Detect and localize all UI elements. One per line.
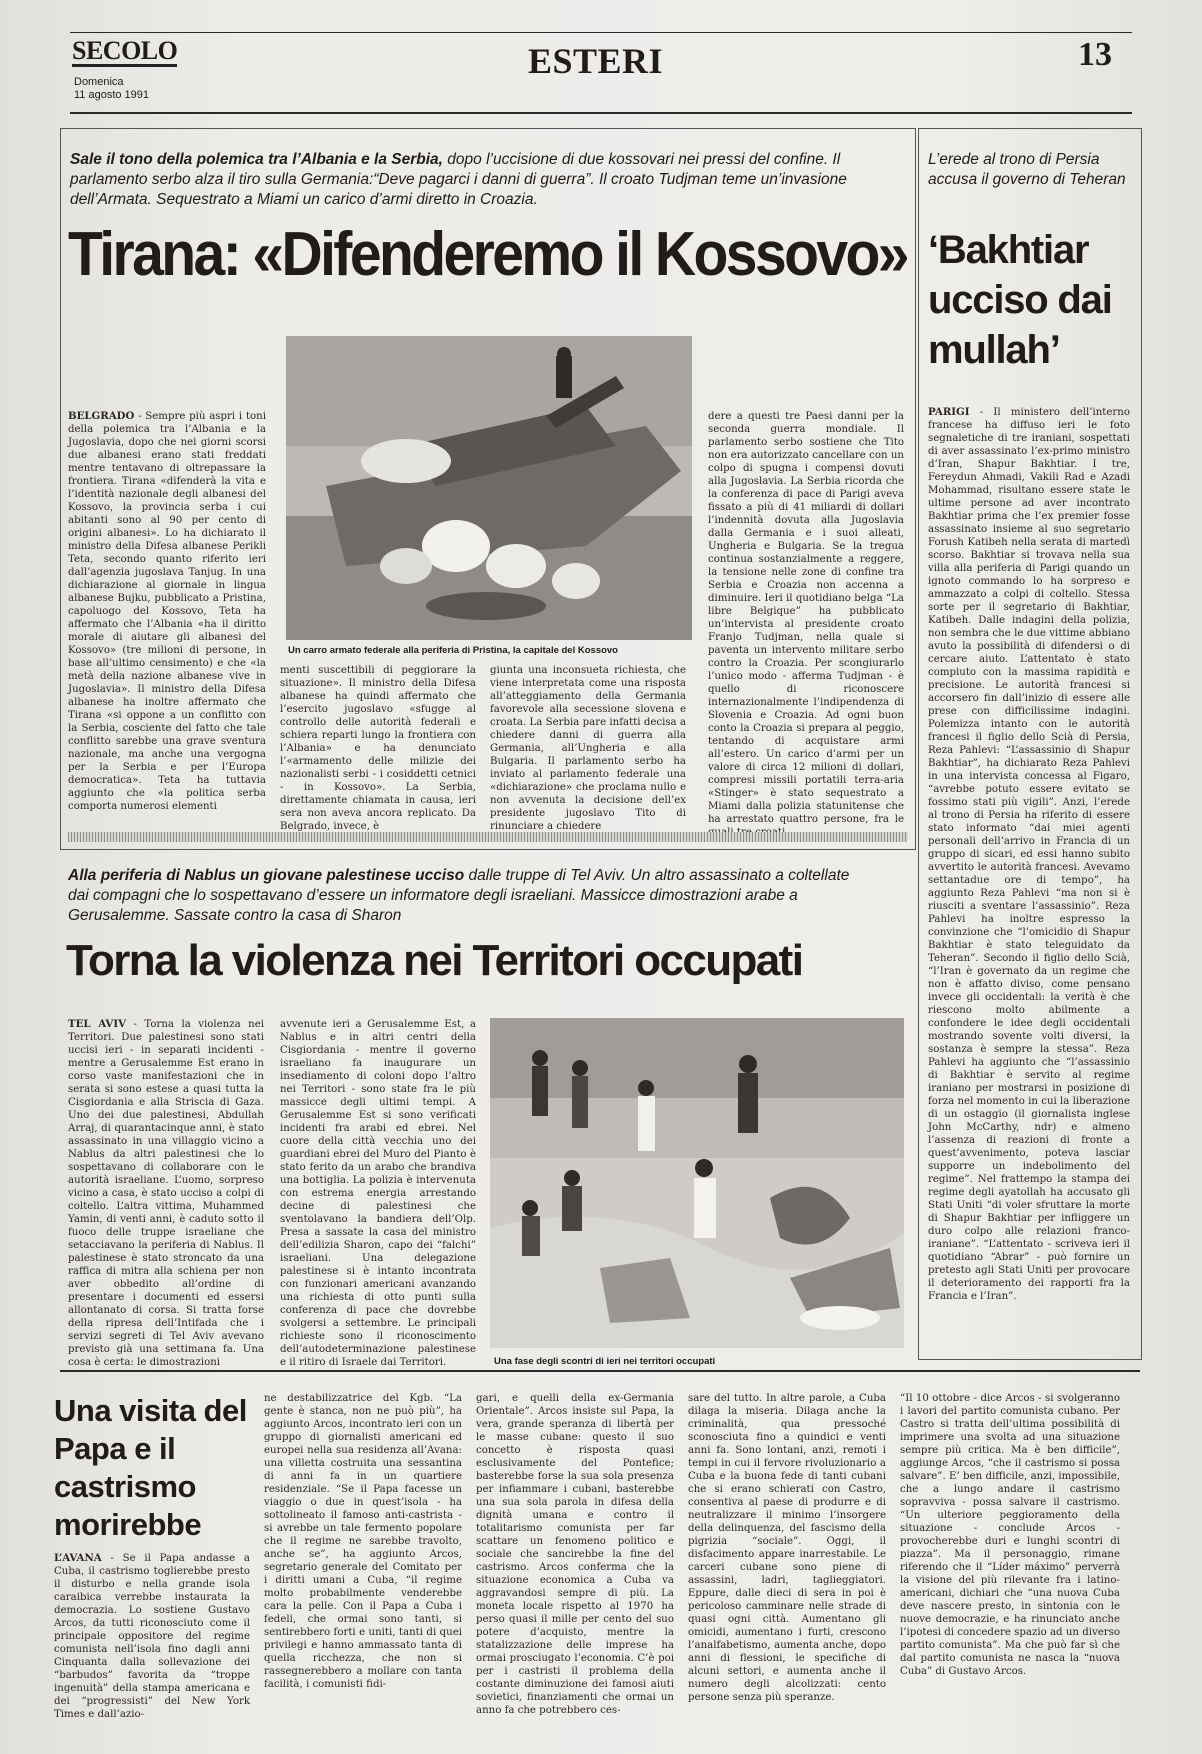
cuba-column-3: gari, e quelli della ex-Germania Orientale”. Arcos insiste sul Papa, la vera, grande speranza di libertà per le masse cubane: questo il suo concetto è risposta quasi esclusivamente del Pontefice; basterebbe forse la sua sola presenza per infiammare i cubani, basterebbe una sua sola parola in difesa della dignità umana e contro il totalitarismo comunista per far scattare un fenomeno politico e sociale che sancirebbe la fine del castrismo. Arcos conferma che la situazione economica a Cuba va aggravandosi sempre di più. La moneta locale rispetto al 1970 ha perso quasi il mille per cento del suo potere d’acquisto, mentre la statalizzazione delle imprese ha ormai prosciugato l’economia. C’è poi per i castristi il problema della costante diminuzione dei famosi aiuti sovietici, finanziamenti che ormai un anno fa che potrebbero ces- bbox=[476, 1393, 674, 1716]
issue-date-text: 11 agosto 1991 bbox=[74, 89, 150, 101]
tank-photo-image bbox=[286, 336, 692, 640]
tank-photo-caption: Un carro armato federale alla periferia di Pristina, la capitale del Kossovo bbox=[288, 645, 618, 656]
nablus-kicker: Alla periferia di Nablus un giovane palestinese ucciso dalle truppe di Tel Aviv. Un altro assassinato a coltellate dai compagni che lo sospettavano d’essere un informatore degli israeliani. Massicce dimostrazioni arabe a Gerusalemme. Sassate contro la casa di Sharon bbox=[68, 867, 850, 924]
cuba-column-1: L’AVANA - Se il Papa andasse a Cuba, il castrismo toglierebbe presto il disturbo e nella grande isola caraibica verrebbe instaurata la democrazia. Lo sostiene Gustavo Arcos, da tutti riconosciuto come il principale oppositore del regime comunista nell’isola fino dagli anni Cinquanta dalla sollevazione dei “barbudos” favorita da “troppe ingenuità” della stampa americana e dei “progressisti” del New York Times e dall’azio- bbox=[54, 1552, 250, 1720]
bottom-section-rule bbox=[60, 1370, 1140, 1372]
albania-kicker: Sale il tono della polemica tra l’Albania e la Serbia, dopo l’uccisione di due kossovari nei pressi del confine. Il parlamento serbo alza il tiro sulla Germania:“Deve pagarci i danni di guerra”. Il croato Tudjman teme un’invasione dell’Armata. Sequestrato a Miami un carico d’armi diretto in Croazia. bbox=[70, 151, 847, 208]
albania-column-4: dere a questi tre Paesi danni per la seconda guerra mondiale. Il parlamento serbo sostiene che Tito non era autorizzato cancellare con un colpo di spugna i compensi dovuti alla Jugoslavia. La Serbia ricorda che la conferenza di pace di Parigi aveva fissato a più di 41 miliardi di dollari l’indennità dovuta alla Jugoslavia dalla Germania e i suoi alleati, Ungheria e Bulgaria. Se la tregua continua sostanzialmente a reggere, la tensione nelle zone di confine tra Serbia e Croazia non accenna a diminuire. Ieri il quotidiano belga “La libre Belgique” ha pubblicato un’intervista al presidente croato Franjo Tudjman, nella quale si paventa un intervento militare serbo contro la Croazia. Per scongiurarlo l’unico modo - afferma Tudjman - è quello di riconoscere internazionalmente l’indipendenza di Slovenia e Croazia. Ad ogni buon conto la Croazia si prepara al peggio, tentando di acquistare armi all’estero. Un carico d’armi per un valore di circa 12 milioni di dollari, compresi missili portatili terra-aria «Stinger» è stato sequestrato a Miami dalla polizia statunitense che ha arrestato quattro persone, fra le bbox=[708, 411, 904, 825]
issue-day: Domenica bbox=[74, 76, 124, 88]
albania-column-3: giunta una inconsueta richiesta, che viene interpretata come una risposta all’atteggiamento della Germania favorevole alla secessione slovena e croata. La Serbia pare infatti decisa a chiedere danni di guerra alla Germania, all’Ungheria e alla Bulgaria. Il parlamento serbo ha inviato al parlamento federale una «dichiarazione» che proclama nullo e non avvenuta la decisione dell’ex presidente jugoslavo Tito di rinunciare a chiedere bbox=[490, 665, 686, 832]
clashes-photo-caption: Una fase degli scontri di ieri nei territori occupati bbox=[494, 1356, 716, 1367]
page-number: 13 bbox=[1078, 36, 1112, 73]
albania-headline: Tirana: «Difenderemo il Kossovo» bbox=[68, 220, 907, 289]
top-rule bbox=[70, 32, 1132, 33]
cuba-headline: Una visita del Papa e il castrismo morirebbe bbox=[54, 1393, 247, 1542]
cuba-column-2: ne destabilizzatrice del Kgb. “La gente è stanca, non ne può più”, ha aggiunto Arcos, incontrato ieri con un gruppo di giornalisti americani ed europei nella sua residenza all’Avana: una villetta costruita una sessantina di anni fa in un quartiere residenziale. “Se il Papa facesse un viaggio o due in quest’isola - ha sottolineato il famoso anti-castrista - si avrebbe un tale fermento popolare che il regime ne sarebbe travolto, anche se”, ha aggiunto Arcos, segretario generale del Comitato per i diritti umani a Cuba, “il regime molto probabilmente venderebbe cara la pelle. Con il Papa a Cuba i fedeli, che ormai sono tanti, si sentirebbero forti e uniti, tanti di quei privilegi e hanno ammassato tanta di quella ricchezza, che non si rassegnerebbero a mollare con tanta facilità, i comunisti fidi- bbox=[264, 1393, 462, 1690]
nablus-headline: Torna la violenza nei Territori occupati bbox=[66, 936, 803, 985]
newspaper-logo: SECOLO bbox=[72, 36, 178, 65]
bakhtiar-headline: ‘Bakhtiar ucciso dai mullah’ bbox=[928, 228, 1112, 372]
nablus-column-1: TEL AVIV - Torna la violenza nei Territori. Due palestinesi sono stati uccisi ieri - in separati incidenti - mentre a Gerusalemme Est erano in corso vaste manifestazioni che in serata si sono estese a quasi tutta la Cisgiordania e alla Striscia di Gaza. Uno dei due palestinesi, Abdullah Arraj, di quarantacinque anni, è stato assassinato in una villaggio vicino a Nablus da altri palestinesi che lo sospettavano di collaborare con le autorità israeliane. L’uomo, sorpreso vicino a casa, è stato ucciso a colpi di coltello. L’altra vittima, Muhammed Yamin, di venti anni, è caduto sotto il fuoco delle truppe israeliane che setacciavano la periferia di Nablus. Il palestinese è stato stroncato da una raffica di mitra alla schiena per non aver obbedito all’ordine di presentare i documenti ed essersi allontanato di corsa. Si tratta forse della ripresa dell’Intifada che i servizi segreti di Tel Aviv avevano previsto già una settimana fa. Una cosa è certa: le dimostrazioni bbox=[68, 1018, 264, 1368]
cuba-column-4: sare del tutto. In altre parole, a Cuba dilaga la miseria. Dilaga anche la criminalità, qua pressoché sconosciuta fino a quindici e venti anni fa. Sono lontani, anzi, remoti i tempi in cui il fervore rivoluzionario a Cuba e la buona fede di tanti cubani che si erano schierati con Castro, consentiva al paese di produrre e di neutralizzare il minimo l’insorgere della delinquenza, del fascismo della pigrizia “sociale”. Oggi, il disfacimento appare inarrestabile. Le carceri cubane sono piene di assassini, ladri, taglieggiatori. Eppure, dalle dieci di sera in poi è pericoloso camminare nelle strade di quasi ogni città. Aumentano gli omicidi, aumentano i furti, crescono l’analfabetismo, aumenta anche, dopo anni di flessioni, le specifiche di alcuni settori, e aumenta anche il numero degli alcolizzati: cento persone senza più speranze. bbox=[688, 1393, 886, 1703]
section-title: ESTERI bbox=[528, 41, 664, 81]
clashes-photo-image bbox=[490, 1018, 904, 1348]
albania-column-2: menti suscettibili di peggiorare la situazione». Il ministro della Difesa albanese ha quindi affermato che l’esercito jugoslavo «sfugge al controllo delle autorità federali e schiera reparti lungo la frontiera con l’Albania» e ha denunciato l’«armamento delle milizie dei nazionalisti serbi - i cosiddetti cetnici - in Kossovo». La Serbia, direttamente chiamata in causa, ieri sera non aveva ancora replicato. Da Belgrado, invece, è bbox=[280, 665, 476, 832]
nablus-column-2: avvenute ieri a Gerusalemme Est, a Nablus e in altri centri della Cisgiordania - mentre il governo israeliano fa inaugurare un insediamento di coloni dopo l’altro nei Territori - sono state fra le più massicce degli ultimi tempi. A Gerusalemme Est si sono verificati incidenti fra arabi ed ebrei. Nel cuore della città vecchia uno dei guardiani ebrei del Muro del Pianto è stato ferito da un arabo che brandiva una bottiglia. La polizia è intervenuta con estrema energia arrestando decine di palestinesi che sventolavano la bandiera dell’Olp. Presa a sassate la casa del ministro dell’edilizia Sharon, capo dei “falchi” israeliani. Una delegazione palestinese si è intanto incontrata con funzionari americani avanzando una richiesta di otto punti sulla conferenza di pace che dovrebbe svolgersi a settembre. Le principali richieste sono il riconoscimento dell’autodeterminazione palestinese e il ritiro di Israele dai Territori. bbox=[280, 1019, 476, 1368]
cuba-column-5: “Il 10 ottobre - dice Arcos - si svolgeranno i lavori del partito comunista cubano. Per Castro si tratta dell’ultima possibilità di imprimere una svolta ad una situazione sempre più critica. Ma è ben difficile”, aggiunge Arcos, “che il castrismo si possa salvare”. E’ ben difficile, anzi, impossibile, che a lungo andare il castrismo sopravviva - possa salvare il castrismo. “Un ulteriore peggioramento della situazione - conclude Arcos - provocherebbe duri e lunghi scontri di piazza”. Ma il personaggio, rimane riferendo che il “Líder máximo” perverrà la visione del più rilevante fra i latino-americani, dichiari che “una nuova Cuba deve nascere presto, in sintonia con le nuove democrazie, e ha rinunciato anche l’ipotesi di concedere spazio ad un diverso partito comunista”. Ma che può far sì che dal partito comunista ne nasca la “nuova Cuba” di Gustavo Arcos. bbox=[900, 1393, 1120, 1677]
clashes-photo bbox=[490, 1018, 904, 1348]
masthead-rule bbox=[70, 112, 1132, 114]
bakhtiar-kicker: L’erede al trono di Persia accusa il governo di Teheran bbox=[928, 151, 1126, 188]
issue-date bbox=[74, 76, 149, 102]
tank-photo bbox=[286, 336, 692, 640]
section-divider bbox=[68, 832, 908, 842]
albania-column-1: BELGRADO - Sempre più aspri i toni della polemica tra l’Albania e la Jugoslavia, dopo che nei giorni scorsi due albanesi erano stati freddati mentre tentavano di oltrepassare la frontiera. Tirana «difenderà la vita e l’identità nazionale degli albanesi del Kossovo, la provincia serba i cui abitanti sono al 90 per cento di origini albanesi». Lo ha dichiarato il ministro della Difesa albanese Perikli Teta, secondo quanto riferito ieri dall’agenzia jugoslava Tanjug. In una dichiarazione al giornale in lingua albanese Bujku, pubblicato a Pristina, capoluogo del Kossovo, Teta ha affermato che l’Albania «ha il diritto morale di aiutare gli albanesi del Kossovo» (tre milioni di persone, in base all’ultimo censimento) e che «la metà della nazione albanese vive in Jugoslavia». Il ministro della Difesa albanese ha inoltre affermato che Tirana «si oppone a un conflitto con la Serbia, cosciente del fatto che tale conflitto sarebbe una grave sventura nazionale, ma anche una vergogna per la Serbia e per l’Europa democratica». Teta ha tuttavia aggiunto che «la politica serba comporta numerosi elementi bbox=[68, 410, 266, 812]
bakhtiar-column: PARIGI - Il ministero dell’interno francese ha diffuso ieri le foto segnaletiche di tre iraniani, sospettati di aver assassinato l’ex-primo ministro d’Iran, Shapur Bakhtiar. I tre, Fereydun Ahmadi, Vakili Rad e Azadi Mohammad, risultano essere state le ultime persone ad aver incontrato Bakhtiar prima che l’ex premier fosse assassinato insieme al suo segretario Forush Katibeh nella serata di martedì scorso. Bakhtiar si trovava nella sua villa alla periferia di Parigi quando un ignoto commando lo ha sorpreso e ammazzato a colpi di coltello. Stessa sorte per il segretario di Bakhtiar, Katibeh. Dalle indagini della polizia, non sembra che le due vittime abbiano avuto la possibilità di difendersi o di cercare aiuto. L’attentato è stato compiuto con la massima rapidità e precisione. Le autorità francesi si accorsero fin dall’inizio di essere alle prese con difficilissime indagini. Polemizza intanto con le autorità francesi il figlio dello Scià di Persia, Reza Pahlevi: “L’assassinio di Shapur Bakhtiar”, ha dichiarato Reza Pahlevi in una intervista concessa al Figaro, “avrebbe potuto essere evitato se fossimo stati più vigili”. Anzi, l’erede al trono di Persia ha riferito di essere stato informato “dai miei agenti personali dell’arrivo in Francia di un gruppo di sicari, ed essi hanno subito avvertito le autorità francesi. Avevamo settantadue ore di tempo”, ha aggiunto Reza Pahlevi “ma non si è riusciti a sventare l’assassinio”. Reza Pahlevi ha inoltre espresso la convinzione che “l’omicidio di Shapur Bakhtiar è stato teleguidato da Teheran”. Secondo il figlio dello Scià, “l’Iran è governato da un regime che non è affatto diviso, come pensano invece gli occidentali: la verità è che riescono molto abilmente a confondere le idee degli occidentali mostrando sovente volti diversi, la sostanza è sempre la stessa”. Reza Pahlevi ha aggiunto che “l’assassinio di Bakhtiar è servito al regime iraniano per mostrarsi in posizione di forza nel momento in cui la liberazione di un ostaggio (il giornalista inglese John McCarthy, ndr) e almeno l’assenza di reazioni di fronte a quest’avvenimento, poteva lasciar supporre un indebolimento del regime”. Nel frattempo la stampa dei regime degli ayatollah ha accusato gli Stati Uniti “di voler sfruttare la morte di Shapur Bakhtiar per infliggere un duro colpo alle relazioni franco-iraniane”. “L’attentato - scriveva ieri il quotidiano “Abrar” - può fornire un pretesto agli Stati Uniti per provocare il deterioramento dei rapporti fra la Francia e l’Iran”. bbox=[928, 406, 1130, 1302]
